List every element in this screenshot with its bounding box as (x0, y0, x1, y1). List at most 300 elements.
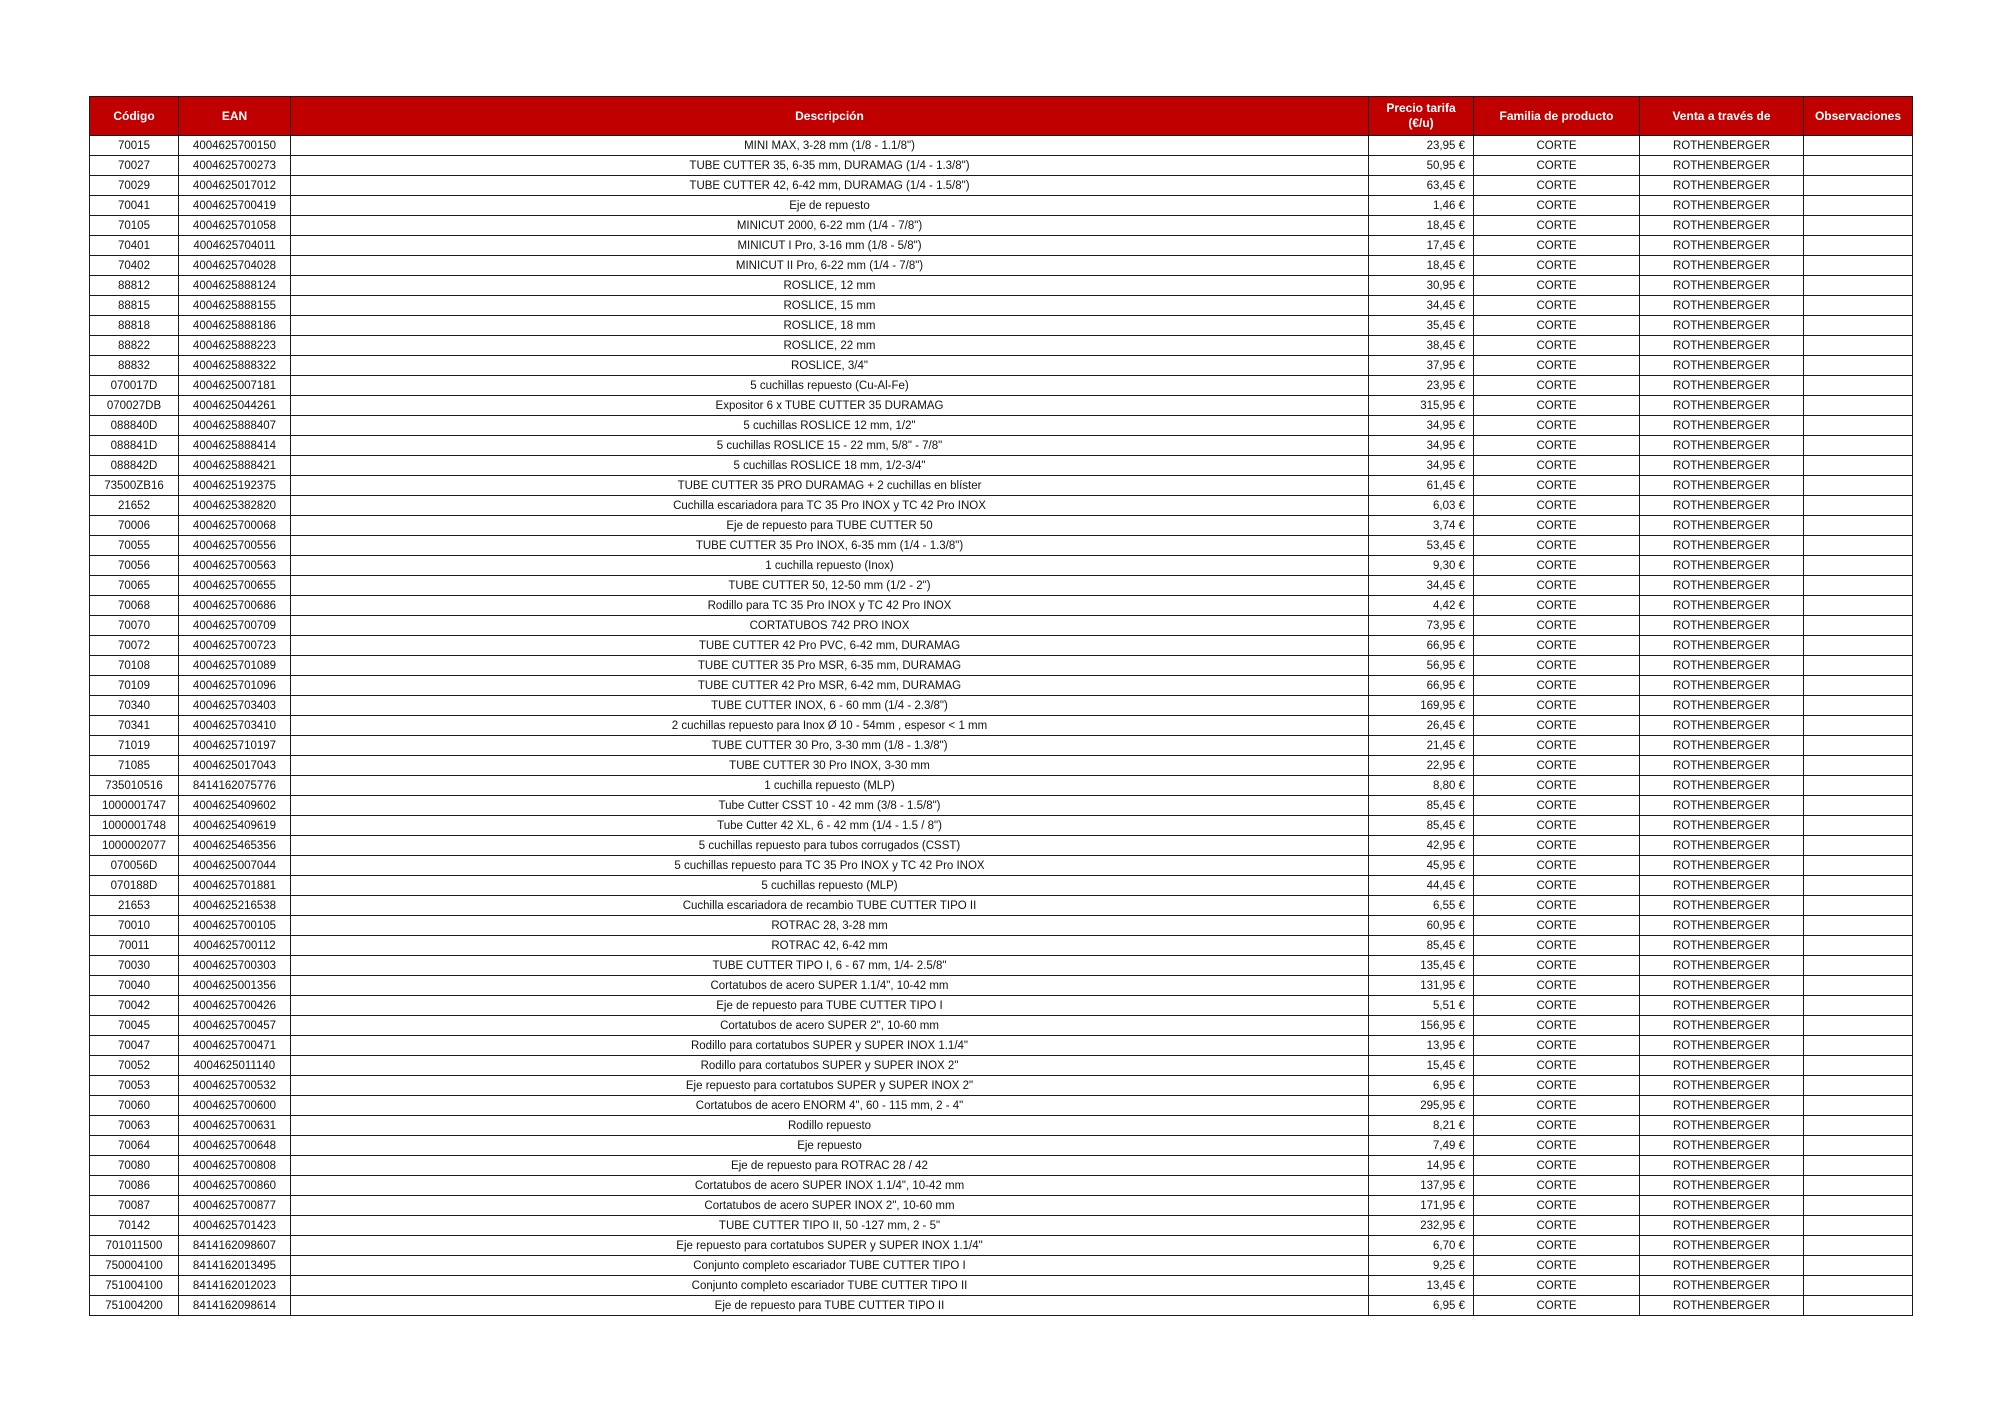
cell-venta: ROTHENBERGER (1640, 276, 1804, 296)
cell-ean: 4004625700648 (179, 1136, 291, 1156)
cell-familia: CORTE (1474, 1136, 1640, 1156)
cell-familia: CORTE (1474, 1216, 1640, 1236)
cell-observaciones (1804, 836, 1913, 856)
cell-precio: 171,95 € (1369, 1196, 1474, 1216)
cell-venta: ROTHENBERGER (1640, 296, 1804, 316)
cell-codigo: 70402 (90, 256, 179, 276)
cell-codigo: 70108 (90, 656, 179, 676)
cell-descripcion: 5 cuchillas ROSLICE 18 mm, 1/2-3/4" (291, 456, 1369, 476)
cell-ean: 4004625382820 (179, 496, 291, 516)
cell-codigo: 70011 (90, 936, 179, 956)
cell-descripcion: 5 cuchillas repuesto para tubos corrugados (CSST) (291, 836, 1369, 856)
table-row (90, 276, 1913, 296)
cell-observaciones (1804, 636, 1913, 656)
cell-codigo: 70040 (90, 976, 179, 996)
cell-ean: 4004625700068 (179, 516, 291, 536)
cell-precio: 38,45 € (1369, 336, 1474, 356)
cell-venta: ROTHENBERGER (1640, 596, 1804, 616)
cell-venta: ROTHENBERGER (1640, 936, 1804, 956)
cell-familia: CORTE (1474, 1276, 1640, 1296)
cell-venta: ROTHENBERGER (1640, 376, 1804, 396)
cell-codigo: 21653 (90, 896, 179, 916)
table-row (90, 536, 1913, 556)
cell-familia: CORTE (1474, 1196, 1640, 1216)
table-row (90, 776, 1913, 796)
cell-precio: 56,95 € (1369, 656, 1474, 676)
cell-descripcion: TUBE CUTTER 35 Pro INOX, 6-35 mm (1/4 - 1.3/8") (291, 536, 1369, 556)
table-row (90, 1276, 1913, 1296)
table-row (90, 176, 1913, 196)
cell-observaciones (1804, 1216, 1913, 1236)
cell-observaciones (1804, 1156, 1913, 1176)
cell-familia: CORTE (1474, 316, 1640, 336)
cell-ean: 4004625701058 (179, 216, 291, 236)
cell-codigo: 70056 (90, 556, 179, 576)
cell-familia: CORTE (1474, 1236, 1640, 1256)
cell-observaciones (1804, 336, 1913, 356)
cell-codigo: 70047 (90, 1036, 179, 1056)
cell-observaciones (1804, 156, 1913, 176)
cell-venta: ROTHENBERGER (1640, 1056, 1804, 1076)
cell-codigo: 21652 (90, 496, 179, 516)
cell-codigo: 70063 (90, 1116, 179, 1136)
cell-precio: 53,45 € (1369, 536, 1474, 556)
cell-familia: CORTE (1474, 896, 1640, 916)
table-row (90, 156, 1913, 176)
cell-ean: 4004625704028 (179, 256, 291, 276)
cell-descripcion: TUBE CUTTER 35 Pro MSR, 6-35 mm, DURAMAG (291, 656, 1369, 676)
cell-precio: 34,95 € (1369, 416, 1474, 436)
cell-codigo: 1000001748 (90, 816, 179, 836)
cell-venta: ROTHENBERGER (1640, 636, 1804, 656)
cell-ean: 4004625017043 (179, 756, 291, 776)
header-ean: EAN (179, 97, 291, 136)
cell-precio: 131,95 € (1369, 976, 1474, 996)
cell-descripcion: ROSLICE, 3/4" (291, 356, 1369, 376)
table-row (90, 896, 1913, 916)
cell-venta: ROTHENBERGER (1640, 1096, 1804, 1116)
cell-observaciones (1804, 276, 1913, 296)
cell-precio: 8,21 € (1369, 1116, 1474, 1136)
cell-codigo: 070017D (90, 376, 179, 396)
cell-familia: CORTE (1474, 416, 1640, 436)
cell-familia: CORTE (1474, 436, 1640, 456)
cell-ean: 4004625017012 (179, 176, 291, 196)
table-row (90, 1176, 1913, 1196)
cell-venta: ROTHENBERGER (1640, 496, 1804, 516)
cell-observaciones (1804, 696, 1913, 716)
cell-codigo: 070027DB (90, 396, 179, 416)
cell-familia: CORTE (1474, 476, 1640, 496)
cell-venta: ROTHENBERGER (1640, 716, 1804, 736)
cell-codigo: 70105 (90, 216, 179, 236)
cell-precio: 4,42 € (1369, 596, 1474, 616)
table-row (90, 416, 1913, 436)
table-row (90, 296, 1913, 316)
cell-familia: CORTE (1474, 1016, 1640, 1036)
cell-precio: 66,95 € (1369, 676, 1474, 696)
cell-codigo: 88832 (90, 356, 179, 376)
cell-ean: 4004625888421 (179, 456, 291, 476)
table-row (90, 196, 1913, 216)
table-row (90, 1236, 1913, 1256)
cell-precio: 5,51 € (1369, 996, 1474, 1016)
table-row (90, 996, 1913, 1016)
cell-observaciones (1804, 716, 1913, 736)
cell-venta: ROTHENBERGER (1640, 656, 1804, 676)
cell-venta: ROTHENBERGER (1640, 996, 1804, 1016)
cell-observaciones (1804, 476, 1913, 496)
header-observaciones: Observaciones (1804, 97, 1913, 136)
cell-ean: 4004625888186 (179, 316, 291, 336)
table-row (90, 656, 1913, 676)
table-row (90, 316, 1913, 336)
cell-observaciones (1804, 1296, 1913, 1316)
table-row (90, 496, 1913, 516)
table-row (90, 456, 1913, 476)
cell-descripcion: Expositor 6 x TUBE CUTTER 35 DURAMAG (291, 396, 1369, 416)
cell-ean: 4004625700808 (179, 1156, 291, 1176)
cell-ean: 4004625701096 (179, 676, 291, 696)
cell-descripcion: TUBE CUTTER TIPO I, 6 - 67 mm, 1/4- 2.5/8" (291, 956, 1369, 976)
cell-ean: 4004625700457 (179, 1016, 291, 1036)
cell-precio: 44,45 € (1369, 876, 1474, 896)
cell-ean: 4004625888414 (179, 436, 291, 456)
cell-precio: 6,70 € (1369, 1236, 1474, 1256)
cell-precio: 26,45 € (1369, 716, 1474, 736)
cell-precio: 137,95 € (1369, 1176, 1474, 1196)
cell-familia: CORTE (1474, 1256, 1640, 1276)
cell-observaciones (1804, 1276, 1913, 1296)
cell-venta: ROTHENBERGER (1640, 1196, 1804, 1216)
cell-precio: 45,95 € (1369, 856, 1474, 876)
cell-codigo: 71085 (90, 756, 179, 776)
cell-descripcion: Eje repuesto (291, 1136, 1369, 1156)
cell-descripcion: ROTRAC 28, 3-28 mm (291, 916, 1369, 936)
cell-codigo: 70080 (90, 1156, 179, 1176)
table-row (90, 356, 1913, 376)
table-row (90, 1056, 1913, 1076)
header-descripcion: Descripción (291, 97, 1369, 136)
cell-codigo: 70340 (90, 696, 179, 716)
cell-venta: ROTHENBERGER (1640, 876, 1804, 896)
cell-observaciones (1804, 176, 1913, 196)
cell-familia: CORTE (1474, 336, 1640, 356)
cell-ean: 4004625192375 (179, 476, 291, 496)
cell-venta: ROTHENBERGER (1640, 536, 1804, 556)
cell-ean: 4004625888155 (179, 296, 291, 316)
cell-observaciones (1804, 196, 1913, 216)
table-row (90, 736, 1913, 756)
cell-ean: 4004625700563 (179, 556, 291, 576)
cell-descripcion: 2 cuchillas repuesto para Inox Ø 10 - 54mm , espesor < 1 mm (291, 716, 1369, 736)
cell-precio: 34,45 € (1369, 576, 1474, 596)
cell-familia: CORTE (1474, 696, 1640, 716)
cell-descripcion: TUBE CUTTER 30 Pro, 3-30 mm (1/8 - 1.3/8") (291, 736, 1369, 756)
cell-codigo: 70041 (90, 196, 179, 216)
cell-descripcion: MINI MAX, 3-28 mm (1/8 - 1.1/8") (291, 136, 1369, 156)
cell-familia: CORTE (1474, 216, 1640, 236)
cell-observaciones (1804, 236, 1913, 256)
cell-precio: 315,95 € (1369, 396, 1474, 416)
table-row (90, 756, 1913, 776)
cell-venta: ROTHENBERGER (1640, 1156, 1804, 1176)
cell-venta: ROTHENBERGER (1640, 756, 1804, 776)
table-row (90, 1016, 1913, 1036)
cell-precio: 13,45 € (1369, 1276, 1474, 1296)
cell-precio: 37,95 € (1369, 356, 1474, 376)
cell-ean: 4004625700426 (179, 996, 291, 1016)
cell-precio: 42,95 € (1369, 836, 1474, 856)
cell-descripcion: MINICUT 2000, 6-22 mm (1/4 - 7/8") (291, 216, 1369, 236)
cell-observaciones (1804, 416, 1913, 436)
cell-ean: 8414162075776 (179, 776, 291, 796)
cell-precio: 85,45 € (1369, 936, 1474, 956)
cell-codigo: 70072 (90, 636, 179, 656)
cell-venta: ROTHENBERGER (1640, 1276, 1804, 1296)
cell-precio: 9,25 € (1369, 1256, 1474, 1276)
cell-precio: 3,74 € (1369, 516, 1474, 536)
cell-familia: CORTE (1474, 916, 1640, 936)
cell-observaciones (1804, 796, 1913, 816)
cell-familia: CORTE (1474, 856, 1640, 876)
cell-ean: 4004625700150 (179, 136, 291, 156)
table-row (90, 796, 1913, 816)
cell-familia: CORTE (1474, 576, 1640, 596)
cell-codigo: 88822 (90, 336, 179, 356)
cell-observaciones (1804, 1076, 1913, 1096)
cell-codigo: 750004100 (90, 1256, 179, 1276)
cell-precio: 30,95 € (1369, 276, 1474, 296)
table-row (90, 816, 1913, 836)
cell-codigo: 735010516 (90, 776, 179, 796)
cell-descripcion: Tube Cutter CSST 10 - 42 mm (3/8 - 1.5/8") (291, 796, 1369, 816)
cell-descripcion: Rodillo para cortatubos SUPER y SUPER INOX 1.1/4" (291, 1036, 1369, 1056)
cell-observaciones (1804, 396, 1913, 416)
table-row (90, 836, 1913, 856)
cell-venta: ROTHENBERGER (1640, 1116, 1804, 1136)
cell-ean: 8414162098607 (179, 1236, 291, 1256)
cell-familia: CORTE (1474, 296, 1640, 316)
cell-familia: CORTE (1474, 256, 1640, 276)
cell-codigo: 70053 (90, 1076, 179, 1096)
table-row (90, 216, 1913, 236)
cell-precio: 295,95 € (1369, 1096, 1474, 1116)
table-row (90, 1156, 1913, 1176)
cell-ean: 4004625700686 (179, 596, 291, 616)
cell-observaciones (1804, 916, 1913, 936)
cell-codigo: 070056D (90, 856, 179, 876)
cell-precio: 50,95 € (1369, 156, 1474, 176)
cell-ean: 4004625888223 (179, 336, 291, 356)
cell-descripcion: 5 cuchillas ROSLICE 12 mm, 1/2" (291, 416, 1369, 436)
table-row (90, 956, 1913, 976)
table-row (90, 636, 1913, 656)
cell-familia: CORTE (1474, 996, 1640, 1016)
cell-descripcion: MINICUT II Pro, 6-22 mm (1/4 - 7/8") (291, 256, 1369, 276)
header-precio: Precio tarifa (€/u) (1369, 97, 1474, 136)
cell-observaciones (1804, 1016, 1913, 1036)
cell-codigo: 70015 (90, 136, 179, 156)
cell-familia: CORTE (1474, 816, 1640, 836)
cell-observaciones (1804, 576, 1913, 596)
cell-codigo: 70401 (90, 236, 179, 256)
cell-familia: CORTE (1474, 356, 1640, 376)
cell-familia: CORTE (1474, 556, 1640, 576)
cell-precio: 169,95 € (1369, 696, 1474, 716)
cell-venta: ROTHENBERGER (1640, 236, 1804, 256)
cell-venta: ROTHENBERGER (1640, 456, 1804, 476)
cell-ean: 4004625700709 (179, 616, 291, 636)
cell-venta: ROTHENBERGER (1640, 256, 1804, 276)
table-row (90, 616, 1913, 636)
table-row (90, 1096, 1913, 1116)
cell-ean: 4004625704011 (179, 236, 291, 256)
cell-familia: CORTE (1474, 536, 1640, 556)
cell-codigo: 70045 (90, 1016, 179, 1036)
cell-descripcion: Eje de repuesto para TUBE CUTTER TIPO I (291, 996, 1369, 1016)
cell-descripcion: TUBE CUTTER TIPO II, 50 -127 mm, 2 - 5" (291, 1216, 1369, 1236)
cell-observaciones (1804, 656, 1913, 676)
cell-codigo: 70010 (90, 916, 179, 936)
table-row (90, 1116, 1913, 1136)
cell-codigo: 70065 (90, 576, 179, 596)
cell-descripcion: 5 cuchillas repuesto (MLP) (291, 876, 1369, 896)
cell-descripcion: TUBE CUTTER 50, 12-50 mm (1/2 - 2") (291, 576, 1369, 596)
cell-precio: 6,95 € (1369, 1296, 1474, 1316)
cell-familia: CORTE (1474, 276, 1640, 296)
cell-ean: 4004625700273 (179, 156, 291, 176)
cell-precio: 13,95 € (1369, 1036, 1474, 1056)
cell-venta: ROTHENBERGER (1640, 1136, 1804, 1156)
cell-codigo: 88812 (90, 276, 179, 296)
cell-observaciones (1804, 956, 1913, 976)
cell-ean: 4004625701423 (179, 1216, 291, 1236)
cell-codigo: 751004100 (90, 1276, 179, 1296)
cell-precio: 34,45 € (1369, 296, 1474, 316)
cell-venta: ROTHENBERGER (1640, 316, 1804, 336)
cell-descripcion: TUBE CUTTER 42, 6-42 mm, DURAMAG (1/4 - 1.5/8") (291, 176, 1369, 196)
table-row (90, 256, 1913, 276)
cell-descripcion: TUBE CUTTER 30 Pro INOX, 3-30 mm (291, 756, 1369, 776)
cell-ean: 4004625007044 (179, 856, 291, 876)
cell-codigo: 1000002077 (90, 836, 179, 856)
cell-ean: 4004625700723 (179, 636, 291, 656)
cell-codigo: 73500ZB16 (90, 476, 179, 496)
cell-precio: 18,45 € (1369, 216, 1474, 236)
cell-ean: 4004625700655 (179, 576, 291, 596)
cell-descripcion: 1 cuchilla repuesto (MLP) (291, 776, 1369, 796)
cell-observaciones (1804, 616, 1913, 636)
cell-familia: CORTE (1474, 456, 1640, 476)
cell-precio: 156,95 € (1369, 1016, 1474, 1036)
cell-codigo: 71019 (90, 736, 179, 756)
cell-familia: CORTE (1474, 956, 1640, 976)
cell-codigo: 70086 (90, 1176, 179, 1196)
table-row (90, 1196, 1913, 1216)
cell-precio: 73,95 € (1369, 616, 1474, 636)
cell-ean: 4004625701881 (179, 876, 291, 896)
cell-descripcion: Cortatubos de acero SUPER 1.1/4", 10-42 mm (291, 976, 1369, 996)
cell-observaciones (1804, 816, 1913, 836)
cell-precio: 21,45 € (1369, 736, 1474, 756)
cell-codigo: 70042 (90, 996, 179, 1016)
cell-ean: 4004625700631 (179, 1116, 291, 1136)
cell-familia: CORTE (1474, 616, 1640, 636)
cell-venta: ROTHENBERGER (1640, 796, 1804, 816)
cell-codigo: 088842D (90, 456, 179, 476)
cell-familia: CORTE (1474, 1116, 1640, 1136)
cell-ean: 4004625700112 (179, 936, 291, 956)
cell-observaciones (1804, 996, 1913, 1016)
cell-precio: 34,95 € (1369, 456, 1474, 476)
table-row (90, 1136, 1913, 1156)
cell-familia: CORTE (1474, 1096, 1640, 1116)
price-list-table (89, 96, 1913, 1316)
table-row (90, 1256, 1913, 1276)
header-codigo: Código (90, 97, 179, 136)
cell-ean: 4004625011140 (179, 1056, 291, 1076)
cell-observaciones (1804, 596, 1913, 616)
cell-ean: 4004625703410 (179, 716, 291, 736)
table-row (90, 396, 1913, 416)
cell-codigo: 70060 (90, 1096, 179, 1116)
cell-codigo: 70341 (90, 716, 179, 736)
cell-venta: ROTHENBERGER (1640, 956, 1804, 976)
table-row (90, 1216, 1913, 1236)
table-body (90, 136, 1913, 1316)
table-row (90, 1296, 1913, 1316)
cell-observaciones (1804, 136, 1913, 156)
table-row (90, 1076, 1913, 1096)
cell-descripcion: TUBE CUTTER 42 Pro PVC, 6-42 mm, DURAMAG (291, 636, 1369, 656)
cell-venta: ROTHENBERGER (1640, 836, 1804, 856)
cell-codigo: 70055 (90, 536, 179, 556)
cell-familia: CORTE (1474, 656, 1640, 676)
cell-familia: CORTE (1474, 836, 1640, 856)
cell-descripcion: TUBE CUTTER 35, 6-35 mm, DURAMAG (1/4 - 1.3/8") (291, 156, 1369, 176)
cell-venta: ROTHENBERGER (1640, 856, 1804, 876)
cell-familia: CORTE (1474, 496, 1640, 516)
cell-venta: ROTHENBERGER (1640, 1236, 1804, 1256)
table-row (90, 716, 1913, 736)
cell-venta: ROTHENBERGER (1640, 1296, 1804, 1316)
cell-observaciones (1804, 896, 1913, 916)
cell-venta: ROTHENBERGER (1640, 1076, 1804, 1096)
cell-descripcion: 5 cuchillas repuesto para TC 35 Pro INOX y TC 42 Pro INOX (291, 856, 1369, 876)
table-row (90, 576, 1913, 596)
cell-familia: CORTE (1474, 156, 1640, 176)
cell-descripcion: Rodillo para TC 35 Pro INOX y TC 42 Pro INOX (291, 596, 1369, 616)
table-row (90, 936, 1913, 956)
cell-ean: 4004625700556 (179, 536, 291, 556)
cell-observaciones (1804, 756, 1913, 776)
cell-ean: 4004625700600 (179, 1096, 291, 1116)
cell-ean: 8414162098614 (179, 1296, 291, 1316)
cell-descripcion: Tube Cutter 42 XL, 6 - 42 mm (1/4 - 1.5 / 8") (291, 816, 1369, 836)
cell-familia: CORTE (1474, 1056, 1640, 1076)
cell-observaciones (1804, 1136, 1913, 1156)
cell-ean: 4004625007181 (179, 376, 291, 396)
cell-familia: CORTE (1474, 376, 1640, 396)
cell-codigo: 088840D (90, 416, 179, 436)
cell-venta: ROTHENBERGER (1640, 196, 1804, 216)
cell-precio: 6,95 € (1369, 1076, 1474, 1096)
cell-familia: CORTE (1474, 516, 1640, 536)
cell-descripcion: Cuchilla escariadora de recambio TUBE CUTTER TIPO II (291, 896, 1369, 916)
cell-codigo: 70027 (90, 156, 179, 176)
cell-descripcion: 5 cuchillas repuesto (Cu-Al-Fe) (291, 376, 1369, 396)
